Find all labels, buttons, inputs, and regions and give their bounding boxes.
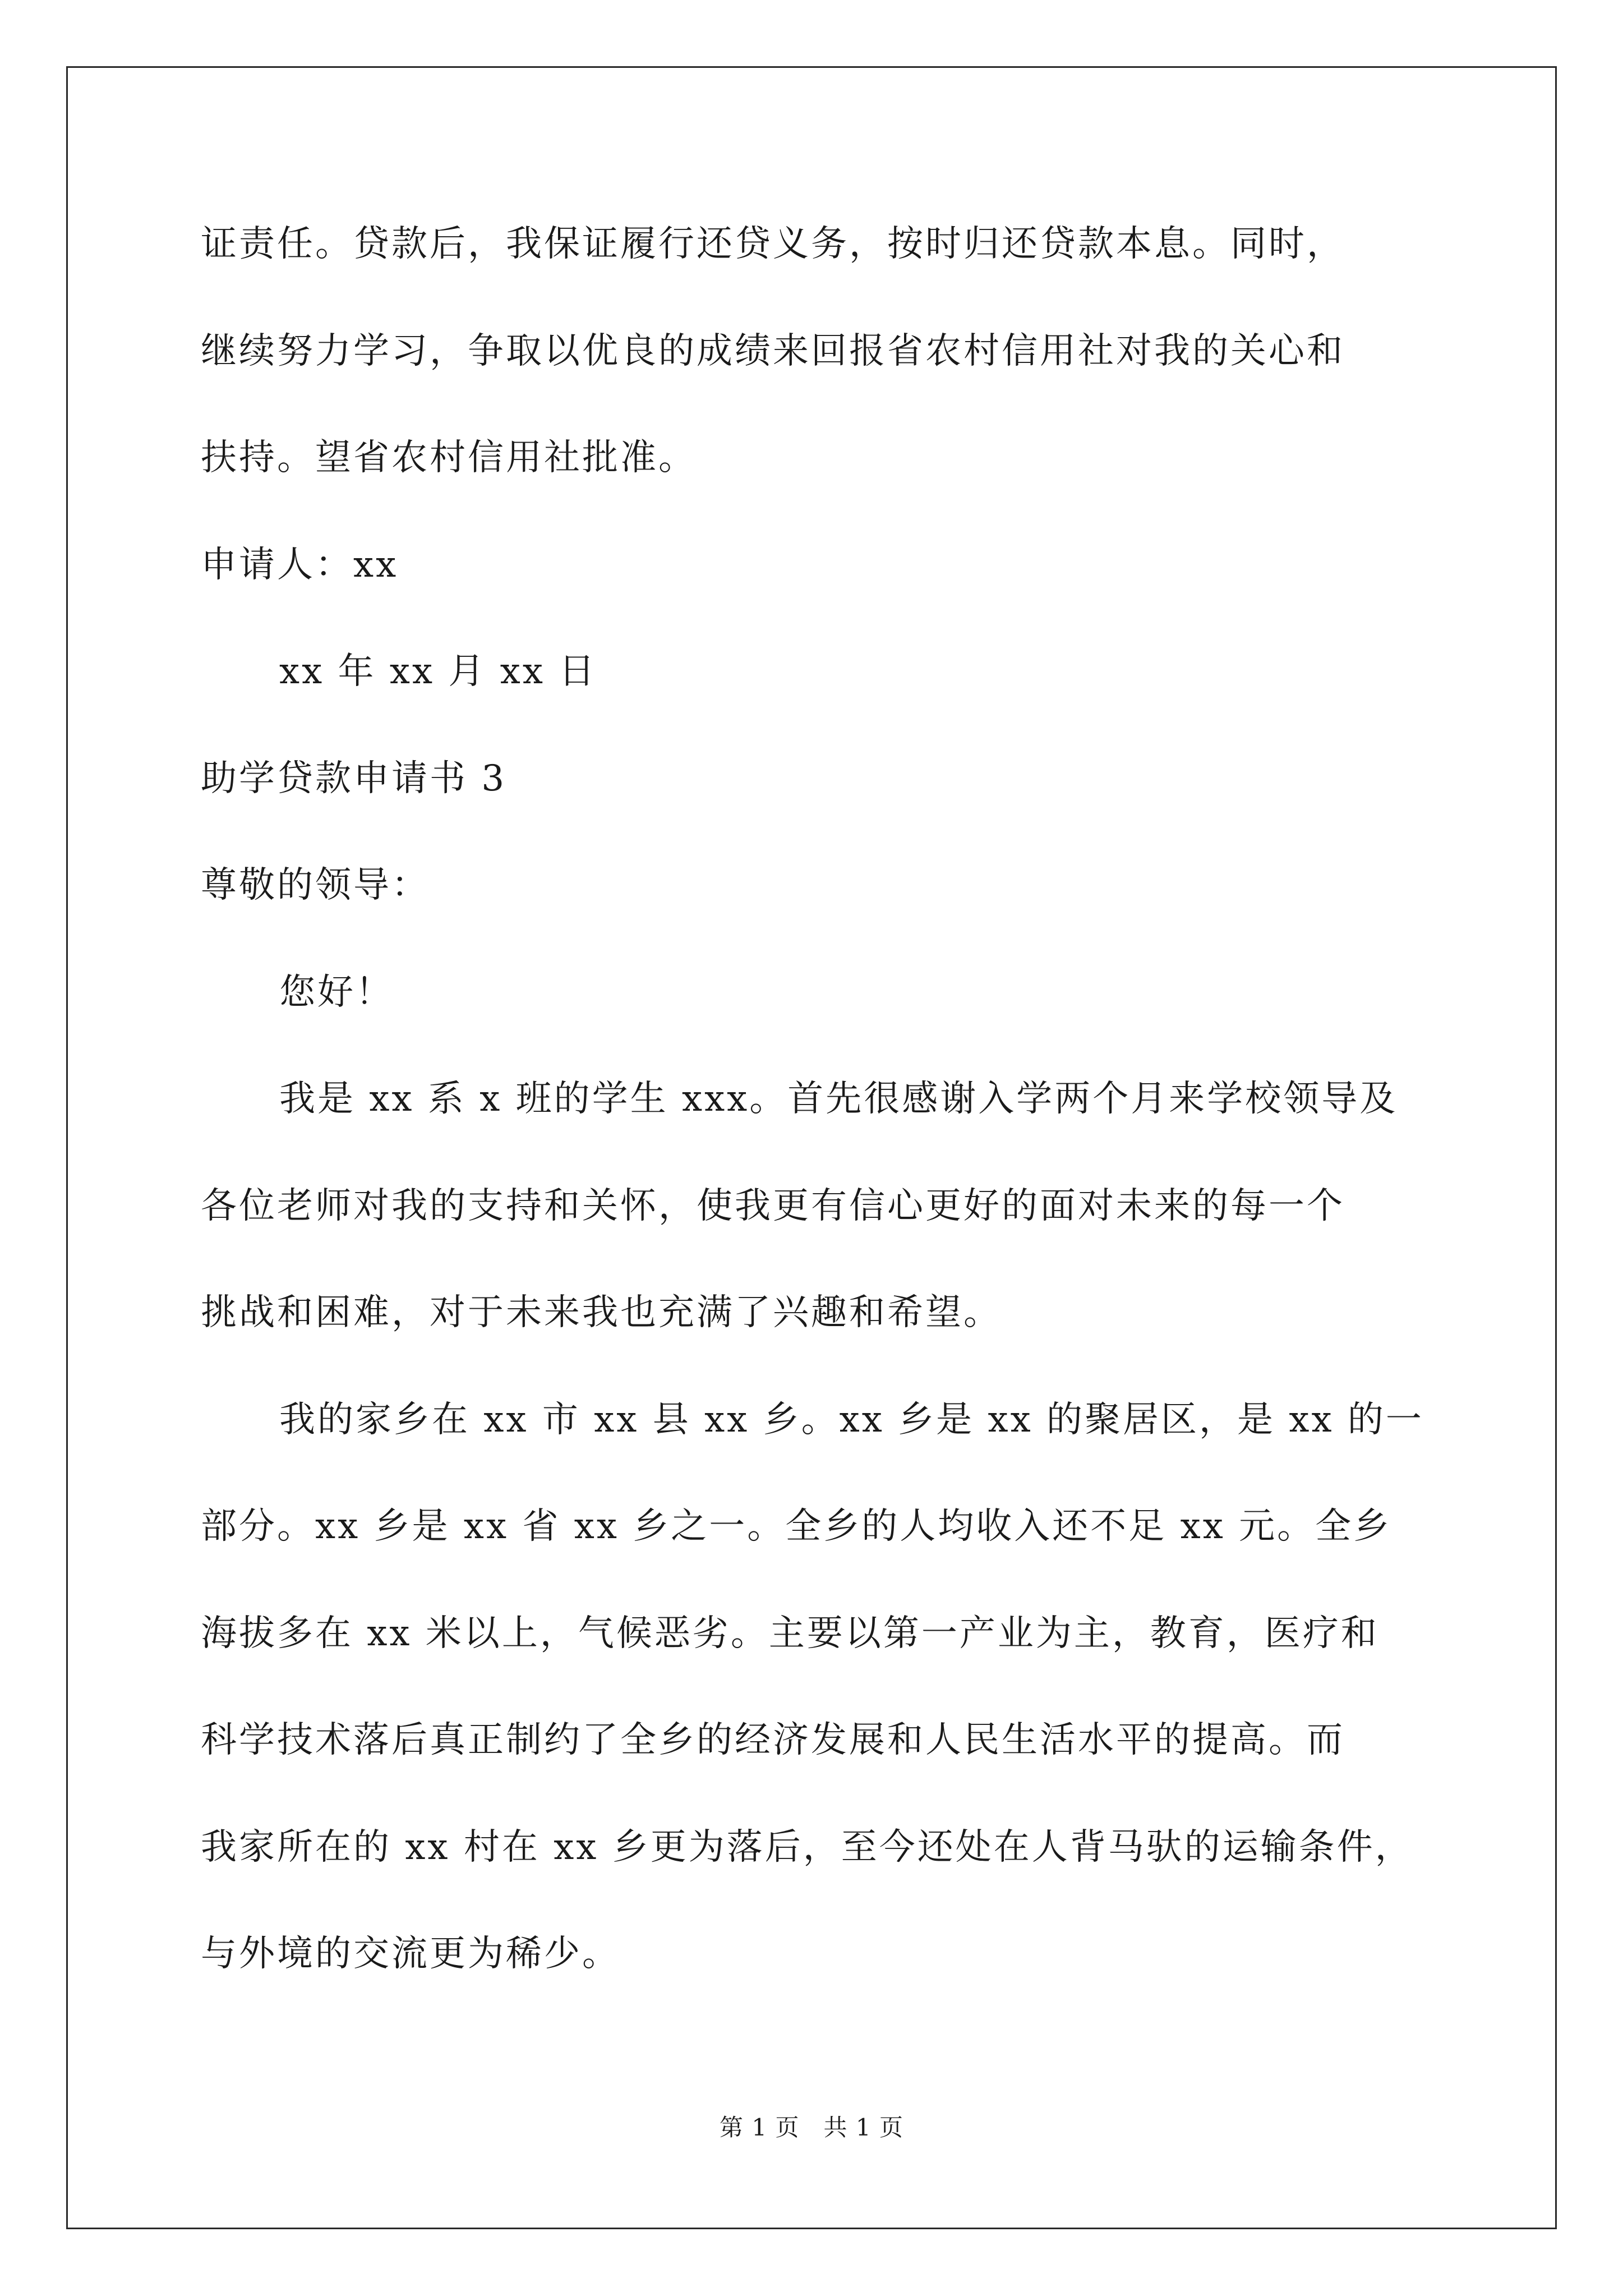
text-line: 科学技术落后真正制约了全乡的经济发展和人民生活水平的提高。而 [201,1719,1345,1761]
salutation: 尊敬的领导： [201,864,430,906]
text-line: 各位老师对我的支持和关怀，使我更有信心更好的面对未来的每一个 [201,1185,1345,1227]
text-line: 与外境的交流更为稀少。 [201,1933,620,1975]
applicant-line: 申请人：xx [201,544,399,586]
text-line: 继续努力学习，争取以优良的成绩来回报省农村信用社对我的关心和 [201,330,1345,372]
text-line: 我家所在的 xx 村在 xx 乡更为落后，至今还处在人背马驮的运输条件， [201,1826,1413,1868]
text-line: 挑战和困难，对于未来我也充满了兴趣和希望。 [201,1292,1002,1333]
text-line: 海拔多在 xx 米以上，气候恶劣。主要以第一产业为主，教育，医疗和 [201,1612,1379,1654]
date-line: xx 年 xx 月 xx 日 [279,651,597,692]
document-body [201,191,1463,2008]
text-line: 扶持。望省农村信用社批准。 [201,437,697,478]
text-line: 我是 xx 系 x 班的学生 xxx。首先很感谢入学两个月来学校领导及 [279,1078,1398,1120]
text-line: 证责任。贷款后，我保证履行还贷义务，按时归还贷款本息。同时， [201,223,1345,265]
section-title: 助学贷款申请书 3 [201,757,507,799]
greeting: 您好！ [279,971,394,1013]
page-footer [0,2109,1623,2143]
text-line: 我的家乡在 xx 市 xx 县 xx 乡。xx 乡是 xx 的聚居区，是 xx 的一 [279,1398,1424,1441]
text-line: 部分。xx 乡是 xx 省 xx 乡之一。全乡的人均收入还不足 xx 元。全乡 [201,1506,1392,1547]
page-number: 第 1 页 共 1 页 [720,2114,903,2141]
